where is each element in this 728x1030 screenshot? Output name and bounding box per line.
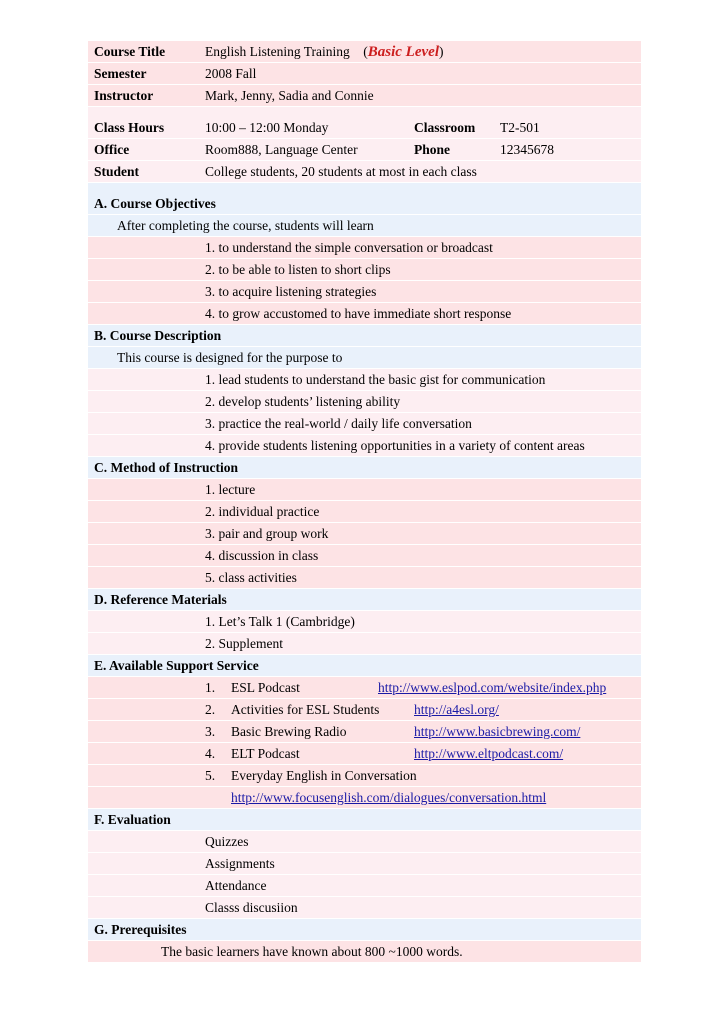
classroom-label: Classroom (414, 120, 476, 135)
list-item (88, 523, 641, 545)
objectives-heading-row (88, 193, 641, 215)
list-item (88, 897, 641, 919)
list-item (88, 435, 641, 457)
support-link[interactable]: http://www.focusenglish.com/dialogues/conversation.html (231, 790, 547, 805)
course-title-label: Course Title (94, 44, 166, 59)
support-link[interactable]: http://www.eslpod.com/website/index.php (378, 680, 607, 695)
office-row (88, 139, 641, 161)
description-item: 3. practice the real-world / daily life conversation (205, 416, 472, 431)
instructor-label: Instructor (94, 88, 154, 103)
list-item (88, 237, 641, 259)
office-value: Room888, Language Center (205, 142, 358, 157)
list-item (88, 501, 641, 523)
instructor-value: Mark, Jenny, Sadia and Connie (205, 88, 374, 103)
list-item (88, 545, 641, 567)
objectives-intro: After completing the course, students will learn (117, 218, 374, 233)
student-row (88, 161, 641, 183)
list-item (88, 567, 641, 589)
list-item (88, 743, 641, 765)
support-name: Everyday English in Conversation (231, 768, 417, 783)
class-hours-value: 10:00 – 12:00 Monday (205, 120, 329, 135)
list-item (88, 765, 641, 787)
semester-row (88, 63, 641, 85)
method-heading: C. Method of Instruction (94, 460, 238, 475)
description-intro-row (88, 347, 641, 369)
support-number: 5. (205, 768, 216, 783)
reference-item: 1. Let’s Talk 1 (Cambridge) (205, 614, 355, 629)
list-item (88, 787, 641, 809)
phone-value: 12345678 (500, 142, 554, 157)
list-item (88, 479, 641, 501)
prerequisites-row (88, 941, 641, 963)
evaluation-item: Quizzes (205, 834, 249, 849)
class-hours-label: Class Hours (94, 120, 165, 135)
support-link[interactable]: http://a4esl.org/ (414, 702, 499, 717)
list-item (88, 281, 641, 303)
support-name: ESL Podcast (231, 680, 300, 695)
support-heading-row (88, 655, 641, 677)
objectives-intro-row (88, 215, 641, 237)
spacer (88, 107, 641, 117)
support-name: Activities for ESL Students (231, 702, 380, 717)
objectives-heading: A. Course Objectives (94, 196, 216, 211)
list-item (88, 413, 641, 435)
course-title-row (88, 41, 641, 63)
objective-item: 2. to be able to listen to short clips (205, 262, 391, 277)
method-item: 3. pair and group work (205, 526, 329, 541)
course-syllabus (88, 41, 641, 963)
objective-item: 4. to grow accustomed to have immediate short response (205, 306, 512, 321)
method-heading-row (88, 457, 641, 479)
support-name: Basic Brewing Radio (231, 724, 347, 739)
student-value: College students, 20 students at most in each class (205, 164, 477, 179)
list-item (88, 677, 641, 699)
method-item: 5. class activities (205, 570, 297, 585)
class-hours-row (88, 117, 641, 139)
description-item: 4. provide students listening opportunities in a variety of content areas (205, 438, 585, 453)
reference-item: 2. Supplement (205, 636, 283, 651)
prerequisites-heading: G. Prerequisites (94, 922, 187, 937)
list-item (88, 391, 641, 413)
support-number: 1. (205, 680, 216, 695)
instructor-row (88, 85, 641, 107)
list-item (88, 633, 641, 655)
semester-label: Semester (94, 66, 147, 81)
spacer (88, 183, 641, 193)
evaluation-item: Classs discusiion (205, 900, 298, 915)
description-item: 2. develop students’ listening ability (205, 394, 401, 409)
references-heading-row (88, 589, 641, 611)
objective-item: 3. to acquire listening strategies (205, 284, 377, 299)
support-number: 3. (205, 724, 216, 739)
list-item (88, 831, 641, 853)
classroom-value: T2-501 (500, 120, 540, 135)
evaluation-item: Assignments (205, 856, 275, 871)
office-label: Office (94, 142, 130, 157)
evaluation-heading: F. Evaluation (94, 812, 171, 827)
support-link[interactable]: http://www.basicbrewing.com/ (414, 724, 581, 739)
phone-label: Phone (414, 142, 451, 157)
references-heading: D. Reference Materials (94, 592, 227, 607)
support-heading: E. Available Support Service (94, 658, 259, 673)
list-item (88, 369, 641, 391)
student-label: Student (94, 164, 140, 179)
evaluation-item: Attendance (205, 878, 267, 893)
support-number: 4. (205, 746, 216, 761)
evaluation-heading-row (88, 809, 641, 831)
list-item (88, 721, 641, 743)
course-title-value: English Listening Training (Basic Level) (205, 44, 444, 60)
level-paren-open: ( (363, 44, 368, 59)
support-number: 2. (205, 702, 216, 717)
description-heading: B. Course Description (94, 328, 222, 343)
course-level: Basic Level (367, 44, 439, 60)
method-item: 2. individual practice (205, 504, 320, 519)
objective-item: 1. to understand the simple conversation or broadcast (205, 240, 493, 255)
list-item (88, 853, 641, 875)
support-link[interactable]: http://www.eltpodcast.com/ (414, 746, 564, 761)
method-item: 4. discussion in class (205, 548, 319, 563)
description-item: 1. lead students to understand the basic gist for communication (205, 372, 546, 387)
level-paren-close: ) (439, 44, 444, 59)
list-item (88, 699, 641, 721)
description-intro: This course is designed for the purpose to (117, 350, 343, 365)
prerequisites-text: The basic learners have known about 800 ~1000 words. (161, 944, 463, 959)
semester-value: 2008 Fall (205, 66, 257, 81)
list-item (88, 611, 641, 633)
list-item (88, 875, 641, 897)
method-item: 1. lecture (205, 482, 256, 497)
list-item (88, 259, 641, 281)
support-name: ELT Podcast (231, 746, 300, 761)
list-item (88, 303, 641, 325)
description-heading-row (88, 325, 641, 347)
prerequisites-heading-row (88, 919, 641, 941)
